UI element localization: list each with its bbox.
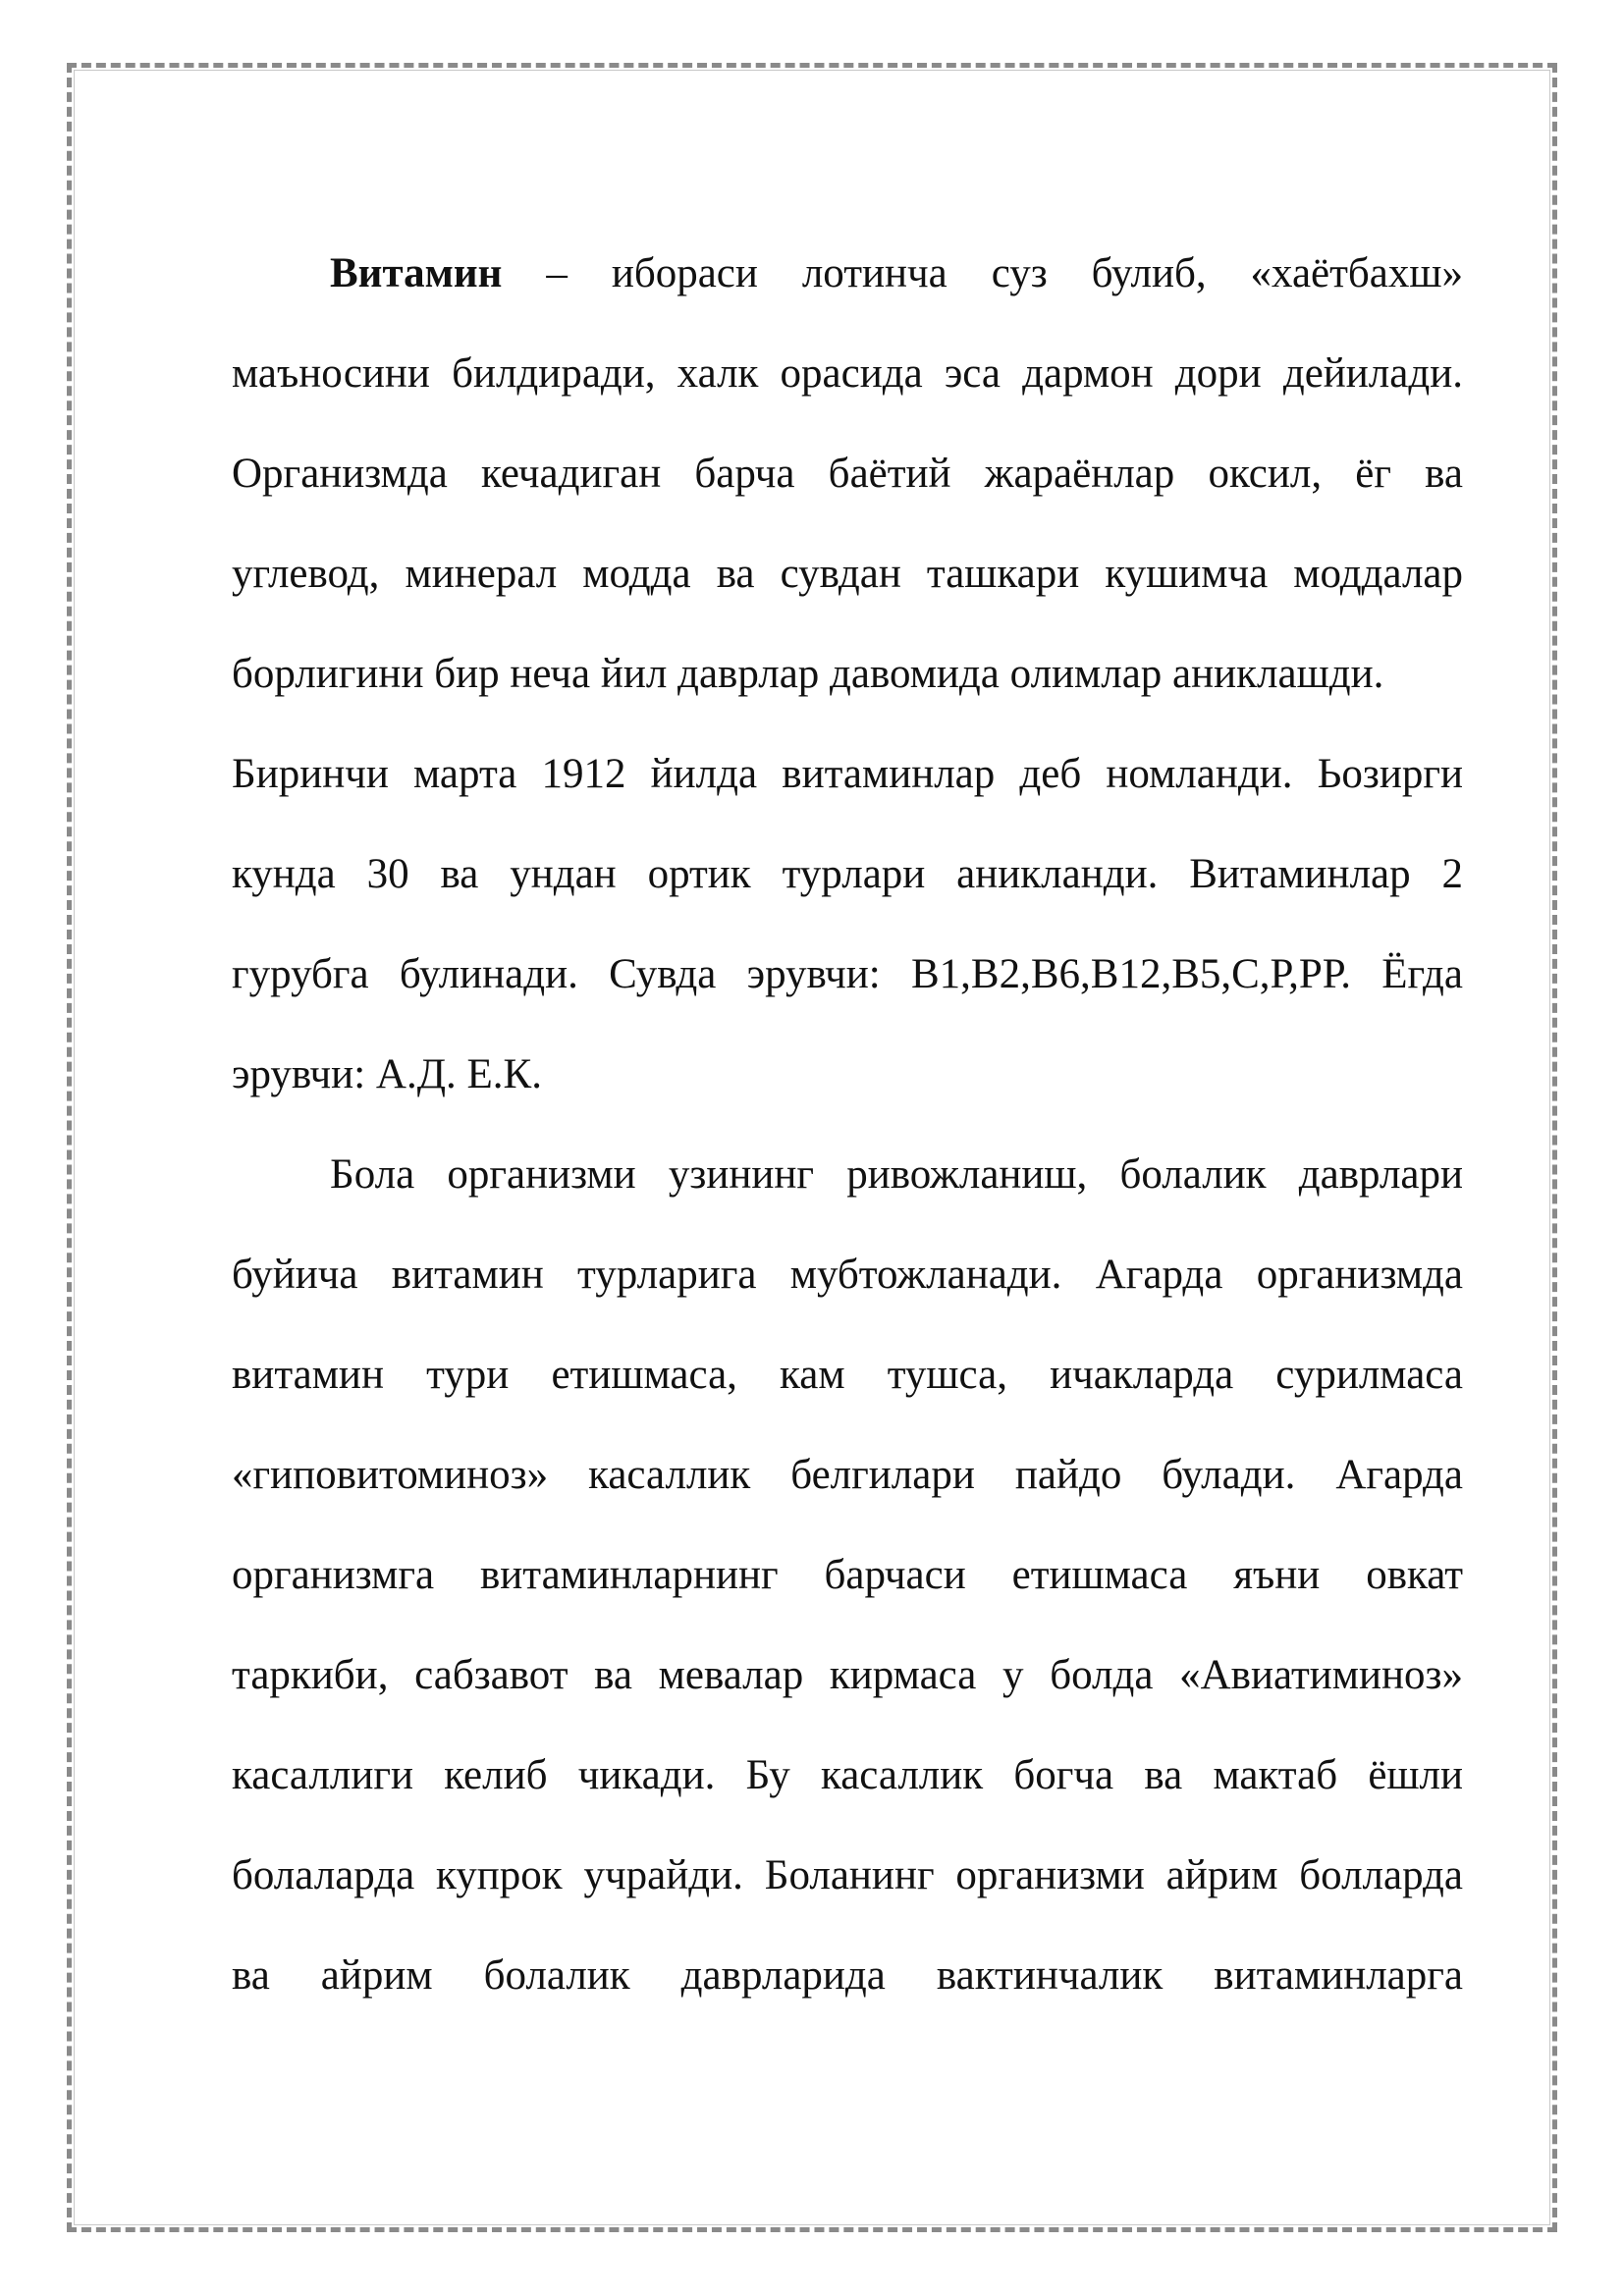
text-line: углевод, минерал модда ва сувдан ташкари кушимча моддалар: [232, 551, 1463, 597]
text-line: касаллиги келиб чикади. Бу касаллик богча ва мактаб ёшли: [232, 1752, 1463, 1798]
text-line: Витамин – ибораси лотинча суз булиб, «хаётбахш»: [330, 250, 1463, 296]
text-line: «гиповитоминоз» касаллик белгилари пайдо булади. Агарда: [232, 1452, 1463, 1498]
text-line: таркиби, сабзавот ва мевалар кирмаса у болда «Авиатиминоз»: [232, 1652, 1463, 1698]
text-line: болаларда купрок учрайди. Боланинг организми айрим болларда: [232, 1852, 1463, 1898]
text-line: эрувчи: А.Д. Е.К.: [232, 1051, 542, 1097]
text-line: маъносини билдиради, халк орасида эса дармон дори дейилади.: [232, 350, 1463, 397]
term-vitamin: Витамин: [330, 250, 503, 296]
text-line: кунда 30 ва ундан ортик турлари аникланди. Витаминлар 2: [232, 851, 1463, 897]
text-line: Организмда кечадиган барча баётий жараёнлар оксил, ёг ва: [232, 451, 1463, 497]
text-line: витамин тури етишмаса, кам тушса, ичакларда сурилмаса: [232, 1352, 1463, 1398]
text-line: Бола организми узининг ривожланиш, болалик даврлари: [330, 1151, 1463, 1198]
text-line: гурубга булинади. Сувда эрувчи: В1,В2,В6,В12,В5,С,Р,РР. Ёгда: [232, 951, 1463, 997]
text-line: Биринчи марта 1912 йилда витаминлар деб номланди. Ьозирги: [232, 751, 1463, 797]
document-text: [232, 224, 1463, 2026]
text-line: буйича витамин турларига мубтожланади. Агарда организмда: [232, 1252, 1463, 1298]
text-line: организмга витаминларнинг барчаси етишмаса яъни овкат: [232, 1552, 1463, 1598]
text-line: ва айрим болалик даврларида вактинчалик витаминларга: [232, 1952, 1463, 1999]
text-line: борлигини бир неча йил даврлар давомида олимлар аниклашди.: [232, 651, 1384, 697]
